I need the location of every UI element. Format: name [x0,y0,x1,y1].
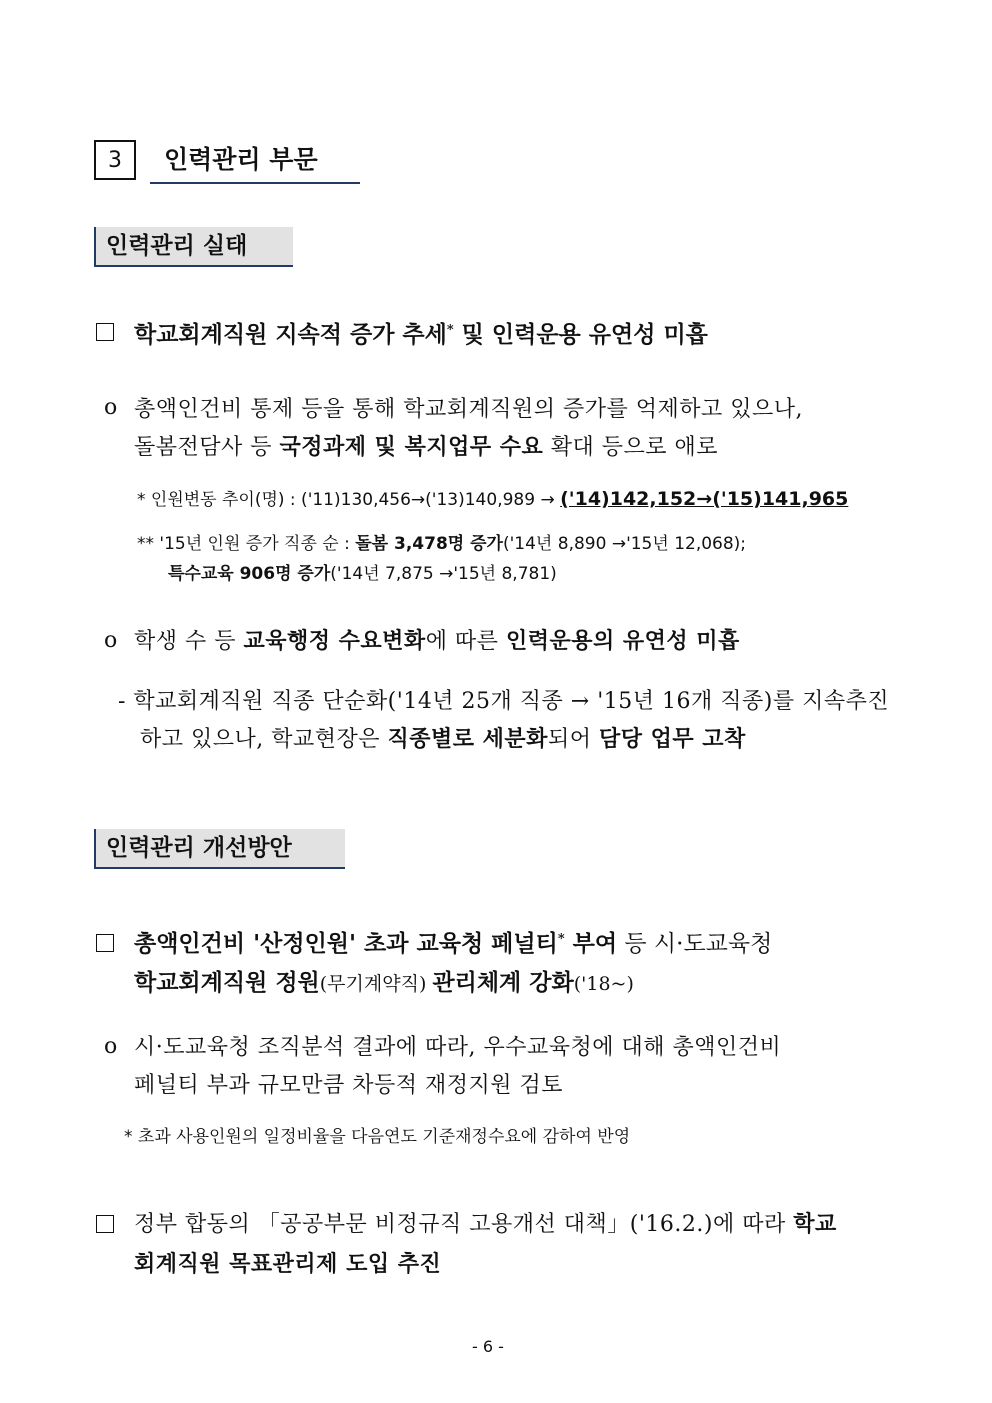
improve-item1-line2-b: (무기계약직) [319,973,433,995]
improve-item2-a: 정부 합동의 「공공부문 비정규직 고용개선 대책」('16.2.)에 따라 [134,1212,794,1237]
status-note2-line2 [168,559,557,584]
status-note1-a: * 인원변동 추이(명) : ('11)130,456→('13)140,989 → [137,490,561,510]
status-item2-d: 인력운용의 유연성 미흡 [505,628,740,654]
status-sub1-line1: 총액인건비 통제 등을 통해 학교회계직원의 증가를 억제하고 있으나, [134,397,804,422]
status-item2-a: 학생 수 등 [134,629,244,654]
section-number-box [94,140,136,180]
improve-heading: 인력관리 개선방안 [94,829,345,869]
improve-sub-line2: 페널티 부과 규모만큼 차등적 재정지원 검토 [134,1073,564,1098]
bullet-o: o [104,395,118,420]
status-item1-sup: * [446,322,454,338]
checkbox-square-icon [96,1215,114,1237]
status-sub1-line2-c: 확대 등으로 애로 [543,435,719,460]
status-dash2-c: 되어 [547,727,599,752]
improve-item1-line2-a: 학교회계직원 정원 [134,969,320,996]
status-note1-b: ('14)142,152→('15)141,965 [560,488,849,510]
status-heading: 인력관리 실태 [94,227,293,267]
status-dash2-b: 직종별로 세분화 [387,726,548,752]
status-note2-line2-b: ('14년 7,875 →'15년 8,781) [330,564,557,584]
improve-item1-sup: * [557,931,565,947]
improve-item2-b: 학교 [793,1211,837,1237]
status-note1 [137,485,848,510]
section-number: 3 [108,147,122,173]
status-item1-title [134,316,708,349]
improve-item2-line2: 회계직원 목표관리제 도입 추진 [134,1251,442,1277]
status-item2-dash-line1: - 학교회계직원 직종 단순화('14년 25개 직종 → '15년 16개 직종)를 지속추진 [118,689,890,714]
status-note2-a: ** '15년 인원 증가 직종 순 : [137,534,356,554]
bullet-o: o [104,1034,118,1059]
status-note2-c: ('14년 8,890 →'15년 12,068); [502,534,747,554]
status-dash2-d: 담당 업무 고착 [598,726,746,752]
improve-item1-line2-c: 관리체계 강화 [432,969,574,996]
status-note2 [137,529,746,554]
status-item1-title-a: 학교회계직원 지속적 증가 추세 [134,321,447,348]
improve-item1-line2-d: ('18~) [573,973,634,995]
status-item2-b: 교육행정 수요변화 [243,628,426,654]
improve-sub-line1: 시·도교육청 조직분석 결과에 따라, 우수교육청에 대해 총액인건비 [134,1035,782,1060]
status-note2-line2-a: 특수교육 906명 증가 [168,564,331,584]
status-item2-c: 에 따른 [425,629,506,654]
status-sub1-line2-b: 국정과제 및 복지업무 수요 [279,434,544,460]
status-sub1-line2 [134,430,718,461]
improve-item1-b: 부여 [564,930,618,957]
improve-item1-c: 등 시·도교육청 [617,931,773,957]
status-item2-dash-line2 [140,722,746,753]
checkbox-square-icon [96,934,114,956]
status-item1-title-b: 및 인력운용 유연성 미흡 [453,321,708,348]
improve-item1-a: 총액인건비 '산정인원' 초과 교육청 페널티 [134,930,558,957]
status-sub1-line2-a: 돌봄전담사 등 [134,435,280,460]
checkbox-square-icon [96,323,114,345]
section-title: 인력관리 부문 [150,140,360,184]
status-note2-b: 돌봄 3,478명 증가 [355,534,503,554]
status-item2-line [134,624,740,655]
status-dash2-a: 하고 있으나, 학교현장은 [140,727,388,752]
bullet-o: o [104,628,118,653]
improve-note: * 초과 사용인원의 일정비율을 다음연도 기준재정수요에 감하여 반영 [124,1127,631,1147]
improve-item1-line2 [134,964,634,997]
page-number: - 6 - [472,1337,504,1356]
improve-item2-line1 [134,1207,837,1238]
improve-item1-line1 [134,925,772,958]
